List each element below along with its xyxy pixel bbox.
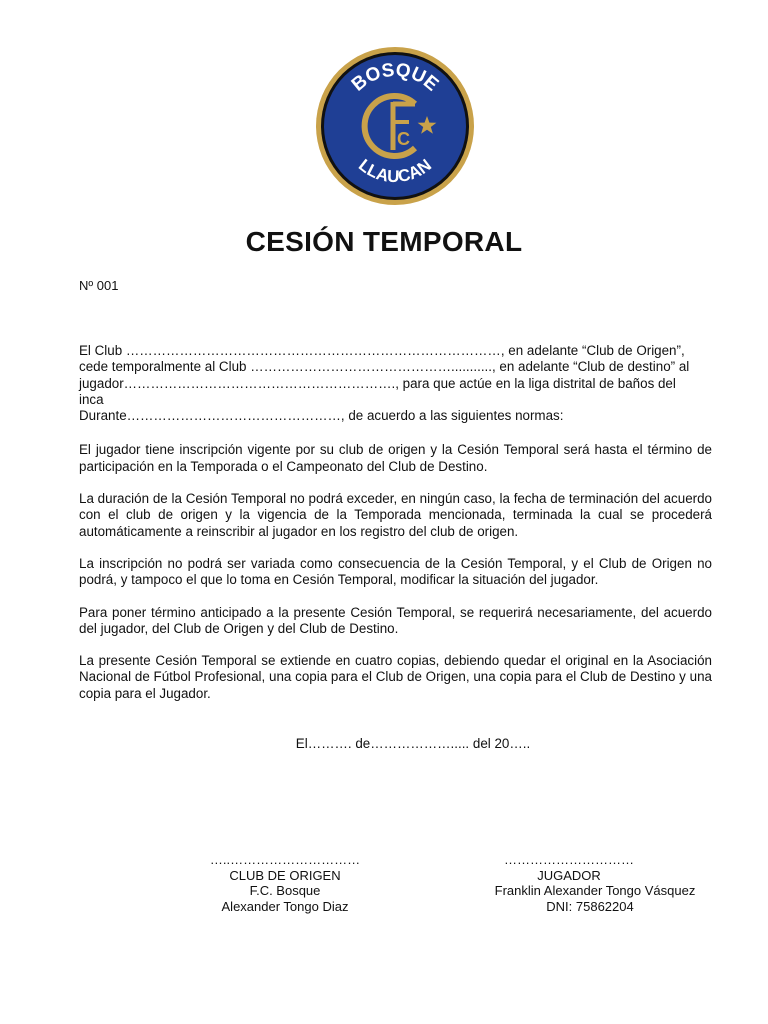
clause-paragraph: La presente Cesión Temporal se extiende en cuatro copias, debiendo quedar el original en la Asociación Nacional de Fútbol Profesional, una copia para el Club de Origen, una copia para el Club de Destino y una copia para el Jugador.	[79, 653, 712, 701]
signature-line: …..…………………………	[209, 852, 361, 867]
clause-paragraph: La duración de la Cesión Temporal no podrá exceder, en ningún caso, la fecha de terminación del acuerdo con el club de origen y la vigencia de la Temporada mencionada, terminada la cual se procederá automáticamente a reinscribir al jugador en los registro del club de origen.	[79, 491, 712, 539]
intro-paragraph	[79, 343, 712, 424]
intro-line: cede temporalmente al Club ………………………………………..........., en adelante “Club de destino” al	[79, 359, 690, 375]
signature-name: Alexander Tongo Diaz	[221, 898, 349, 914]
clause-paragraph: El jugador tiene inscripción vigente por su club de origen y la Cesión Temporal será hasta el término de participación en la Temporada o el Campeonato del Club de Destino.	[79, 442, 712, 474]
date-line: El………. de………………..... del 20…..	[295, 736, 531, 751]
intro-line: Durante…………………………………………, de acuerdo a las siguientes normas:	[79, 408, 564, 424]
club-crest-logo	[315, 46, 475, 206]
clause-paragraph: La inscripción no podrá ser variada como consecuencia de la Cesión Temporal, y el Club de Origen no podrá, y tampoco el que lo toma en Cesión Temporal, modificar la situación del jugador.	[79, 555, 712, 588]
signature-block-club	[190, 852, 380, 914]
signature-role: CLUB DE ORIGEN	[229, 867, 341, 883]
crest-bottom-text: LLAUCAN	[355, 155, 435, 187]
document-title: CESIÓN TEMPORAL	[245, 226, 523, 257]
intro-line: El Club …………………………………………………………………………, en adelante “Club de Origen”,	[79, 343, 685, 358]
signature-entity: F.C. Bosque	[249, 883, 321, 898]
crest-monogram-c: C	[397, 129, 410, 149]
intro-line: jugador……………………………………………………., para que actúe en la liga distrital de baños del	[79, 375, 676, 391]
document-body	[79, 343, 712, 718]
crest-top-text: BOSQUE	[347, 59, 443, 96]
intro-line: inca	[79, 391, 104, 407]
signature-name: Franklin Alexander Tongo Vásquez	[494, 883, 696, 898]
clause-paragraph: Para poner término anticipado a la presente Cesión Temporal, se requerirá necesariamente, del acuerdo del jugador, del Club de Origen y del Club de Destino.	[79, 604, 712, 636]
document-number: Nº 001	[79, 278, 119, 293]
signature-line: …………………………	[504, 852, 634, 867]
signature-block-player	[470, 852, 720, 914]
signature-role: JUGADOR	[537, 867, 601, 883]
signature-id: DNI: 75862204	[546, 898, 634, 914]
